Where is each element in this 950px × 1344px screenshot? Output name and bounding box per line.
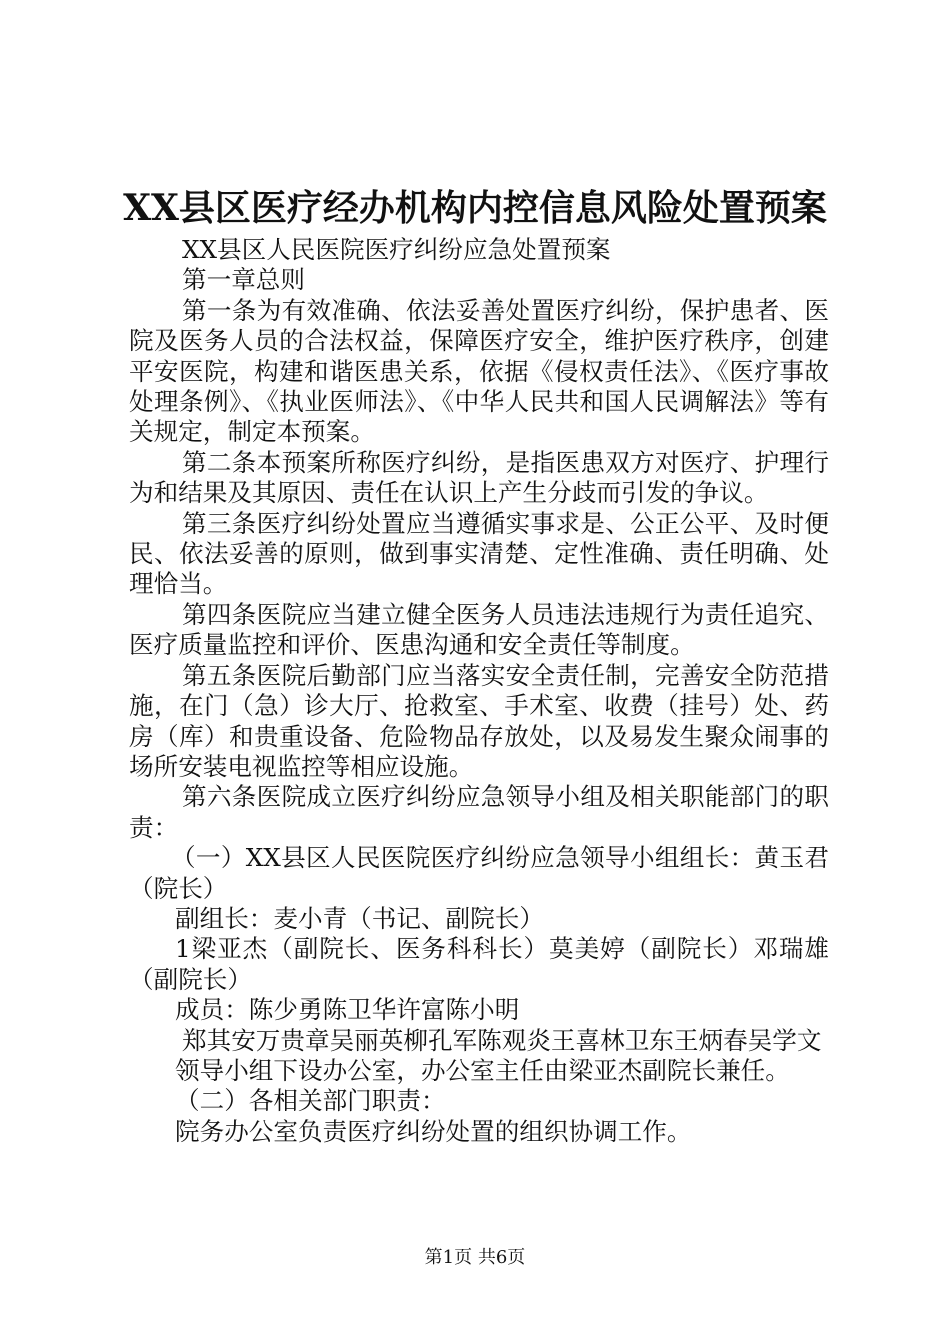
departments-heading: （二）各相关部门职责：: [175, 1086, 446, 1116]
page-footer: 第1页 共6页: [424, 1247, 526, 1268]
office-duty-paragraph: 院务办公室负责医疗纠纷处置的组织协调工作。: [175, 1116, 692, 1146]
office-paragraph: 领导小组下设办公室，办公室主任由梁亚杰副院长兼任。: [175, 1055, 790, 1085]
chapter-heading: 第一章总则: [182, 265, 305, 295]
leadership-group-paragraph: （一）XX县区人民医院医疗纠纷应急领导小组组长：黄玉君（院长）: [129, 843, 829, 903]
article-4-paragraph: 第四条医院应当建立健全医务人员违法违规行为责任追究、医疗质量监控和评价、医患沟通和安全责任等制度。: [129, 599, 829, 660]
article-6-paragraph: 第六条医院成立医疗纠纷应急领导小组及相关职能部门的职责：: [129, 782, 829, 842]
subtitle-paragraph: XX县区人民医院医疗纠纷应急处置预案: [182, 235, 611, 264]
article-3-paragraph: 第三条医疗纠纷处置应当遵循实事求是、公正公平、及时便民、依法妥善的原则，做到事实清楚、定性准确、责任明确、处理恰当。: [129, 508, 829, 599]
document-body: [129, 235, 829, 1147]
members-list-paragraph: 郑其安万贵章吴丽英柳孔军陈观炎王喜林卫东王炳春吴学文: [182, 1025, 822, 1055]
members-paragraph: 成员：陈少勇陈卫华许富陈小明: [175, 995, 520, 1025]
deputy-leader-paragraph: 副组长：麦小青（书记、副院长）: [175, 903, 544, 933]
article-2-paragraph: 第二条本预案所称医疗纠纷，是指医患双方对医疗、护理行为和结果及其原因、责任在认识上产生分歧而引发的争议。: [129, 447, 829, 508]
article-5-paragraph: 第五条医院后勤部门应当落实安全责任制，完善安全防范措施，在门（急）诊大厅、抢救室、手术室、收费（挂号）处、药房（库）和贵重设备、危险物品存放处，以及易发生聚众闹事的场所安装电视监控等相应设施。: [129, 660, 829, 781]
article-1-paragraph: 第一条为有效准确、依法妥善处置医疗纠纷，保护患者、医院及医务人员的合法权益，保障医疗安全，维护医疗秩序，创建平安医院，构建和谐医患关系，依据《侵权责任法》、《医疗事故处理条例》、《执业医师法》、《中华人民共和国人民调解法》等有关规定，制定本预案。: [129, 295, 829, 447]
document-title: XX县区医疗经办机构内控信息风险处置预案: [123, 187, 827, 229]
deputy-list-paragraph: 1梁亚杰（副院长、医务科科长）莫美婷（副院长）邓瑞雄（副院长）: [129, 934, 829, 994]
